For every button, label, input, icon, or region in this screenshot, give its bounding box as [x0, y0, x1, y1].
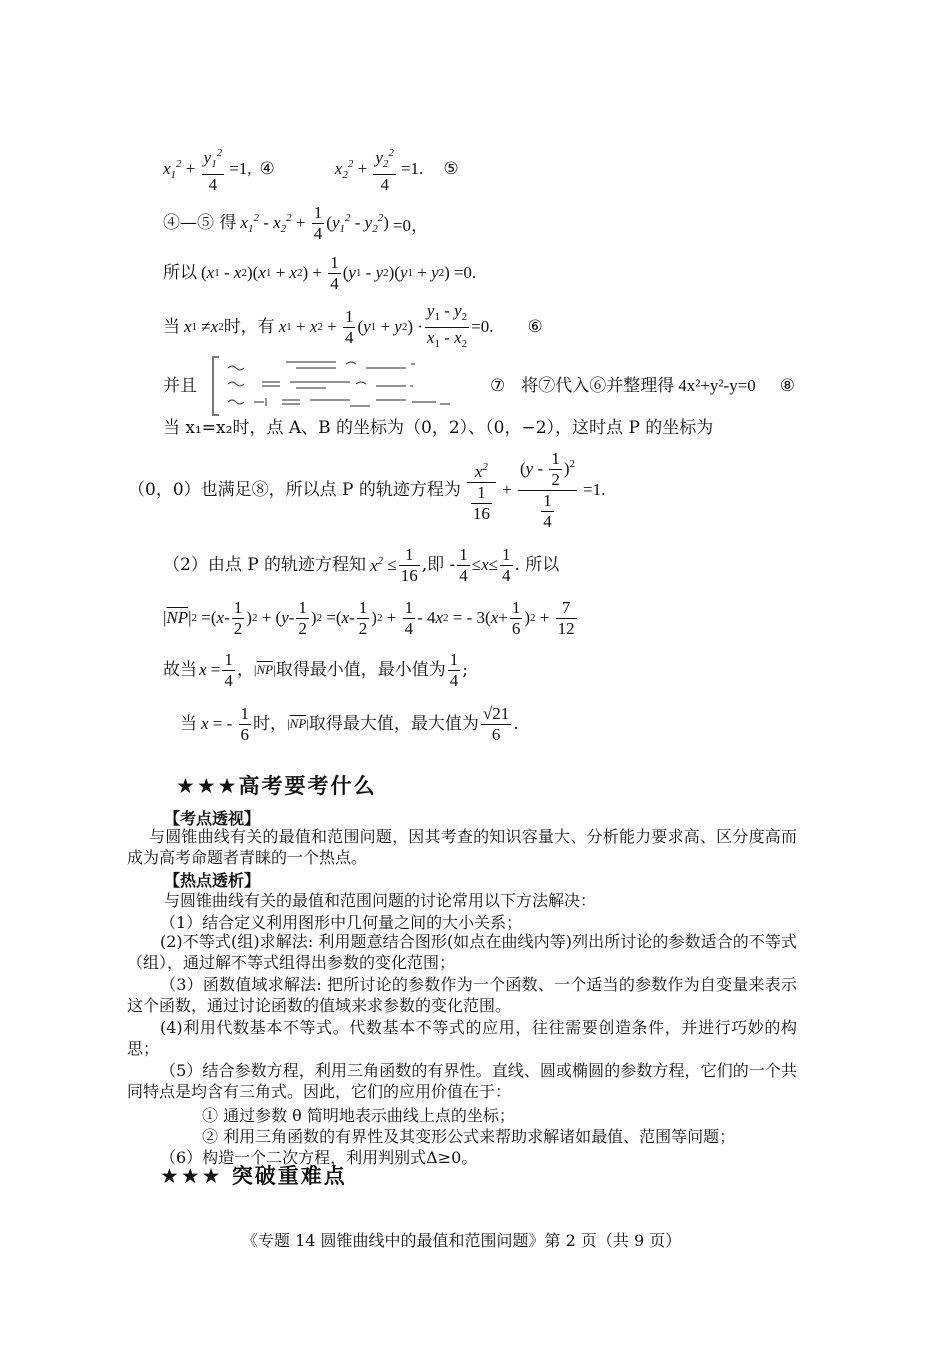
line-x1-eq-x2: 当 x₁=x₂时，点 A、B 的坐标为（0，2）、（0，−2），这时点 P 的坐标为 [163, 418, 714, 438]
method-item-6: （6）构造一个二次方程，利用判别式Δ≥0。 [160, 1148, 478, 1167]
heading-breakthrough: ★★★ 突破重难点 [160, 1164, 347, 1188]
equation-7-8-line: ⑦ 将⑦代入⑥并整理得 4x²+y²-y=0 ⑧ [490, 376, 796, 396]
equation-slope: 当 x 1 ≠ x 2 时，有 x 1 + x 2 + $\frac{1}{4}$ ( y 1 + y 2 ) · $\frac{y_1 - y_2}{x_1 - x_2}$ =0. ⑥ [163, 300, 543, 350]
paragraph-redian-intro: 与圆锥曲线有关的最值和范围问题的讨论常用以下方法解决： [164, 891, 597, 910]
equation-min: 故当 x = $\frac{1}{4}$ ， | $\overline{NP}$ | 取得最小值，最小值为 $\frac{1}{4}$ ; [163, 649, 468, 690]
method-subitem-2: ② 利用三角函数的有界性及其变形公式来帮助求解诸如最值、范围等问题； [202, 1127, 736, 1146]
heading-what-to-test: ★★★高考要考什么 [176, 774, 377, 798]
equation-ellipse-points: $x_1^2$ + $\frac{y_1^2}{4}$ =1, ④ $x_2^2$ + $\frac{y_2^2}{4}$ =1. ⑤ [163, 142, 459, 196]
equation-factored: 所以 ( x 1 - x 2 )( x 1 + x 2 ) + $\frac{1}{4}$ ( y 1 - y 2 )( y 1 + y 2 ) =0. [163, 252, 477, 293]
equation-max: 当 x = - $\frac{1}{6}$ 时， | $\overline{NP}$ | 取得最大值，最大值为 $\frac{√21}{6}$ . [180, 703, 519, 744]
equation-trajectory: （0，0）也满足⑧，所以点 P 的轨迹方程为 $\frac{x^2}{\frac{1}{16}}$ + (y - $\frac{1}{2}$ )$^2$ $\frac{1}{4}$ =1. [128, 448, 606, 531]
paragraph-kaodian: 与圆锥曲线有关的最值和范围问题，因其考查的知识容量大、分析能力要求高、区分度高而成为高考命题者青睐的一个热点。 [127, 827, 797, 867]
method-item-1: （1）结合定义利用图形中几何量之间的大小关系； [160, 913, 523, 932]
equation-difference: ④—⑤ 得 $x_1^2$ - $x_2^2$ + $\frac{1}{4}$ ( $y_1^2$ - $y_2^2$ ) =0， [163, 202, 428, 243]
label-redian: 【热点透析】 [164, 871, 261, 890]
equation-np-squared: | $\overline{NP}$ | 2 =( x - $\frac{1}{2}$ ) 2 + ( y - $\frac{1}{2}$ ) 2 =( x - $\frac{1}{2}$ ) 2 + $\frac{1}{4}$ - 4 x 2 = - 3( x + $\frac{1}{6}$ ) 2 + $\frac{7}{12}$ [163, 597, 575, 638]
equation-range: （2）由点 P 的轨迹方程知 $x^2$ ≤ $\frac{1}{16}$ ,即 - $\frac{1}{4}$ ≤ x ≤ $\frac{1}{4}$ . 所以 [163, 544, 560, 585]
garbled-system-equations [226, 356, 466, 416]
label-kaodian: 【考点透视】 [164, 809, 261, 828]
method-item-4: (4)利用代数基本不等式。代数基本不等式的应用，往往需要创造条件，并进行巧妙的构思； [127, 1018, 797, 1058]
method-item-2: (2)不等式(组)求解法: 利用题意结合图形(如点在曲线内等)列出所讨论的参数适合的不等式（组），通过解不等式组得出参数的变化范围； [127, 932, 797, 972]
method-item-3: （3）函数值域求解法: 把所讨论的参数作为一个函数、一个适当的参数作为自变量来表示这个函数，通过讨论函数的值域来求参数的变化范围。 [127, 975, 797, 1015]
label-and: 并且 [163, 376, 197, 396]
system-bracket [212, 356, 219, 416]
method-item-5: （5）结合参数方程，利用三角函数的有界性。直线、圆或椭圆的参数方程，它们的一个共同特点是均含有三角式。因此，它们的应用价值在于： [127, 1061, 797, 1101]
method-subitem-1: ① 通过参数 θ 简明地表示曲线上点的坐标； [202, 1106, 515, 1125]
page-footer: 《专题 14 圆锥曲线中的最值和范围问题》第 2 页（共 9 页） [242, 1231, 682, 1250]
